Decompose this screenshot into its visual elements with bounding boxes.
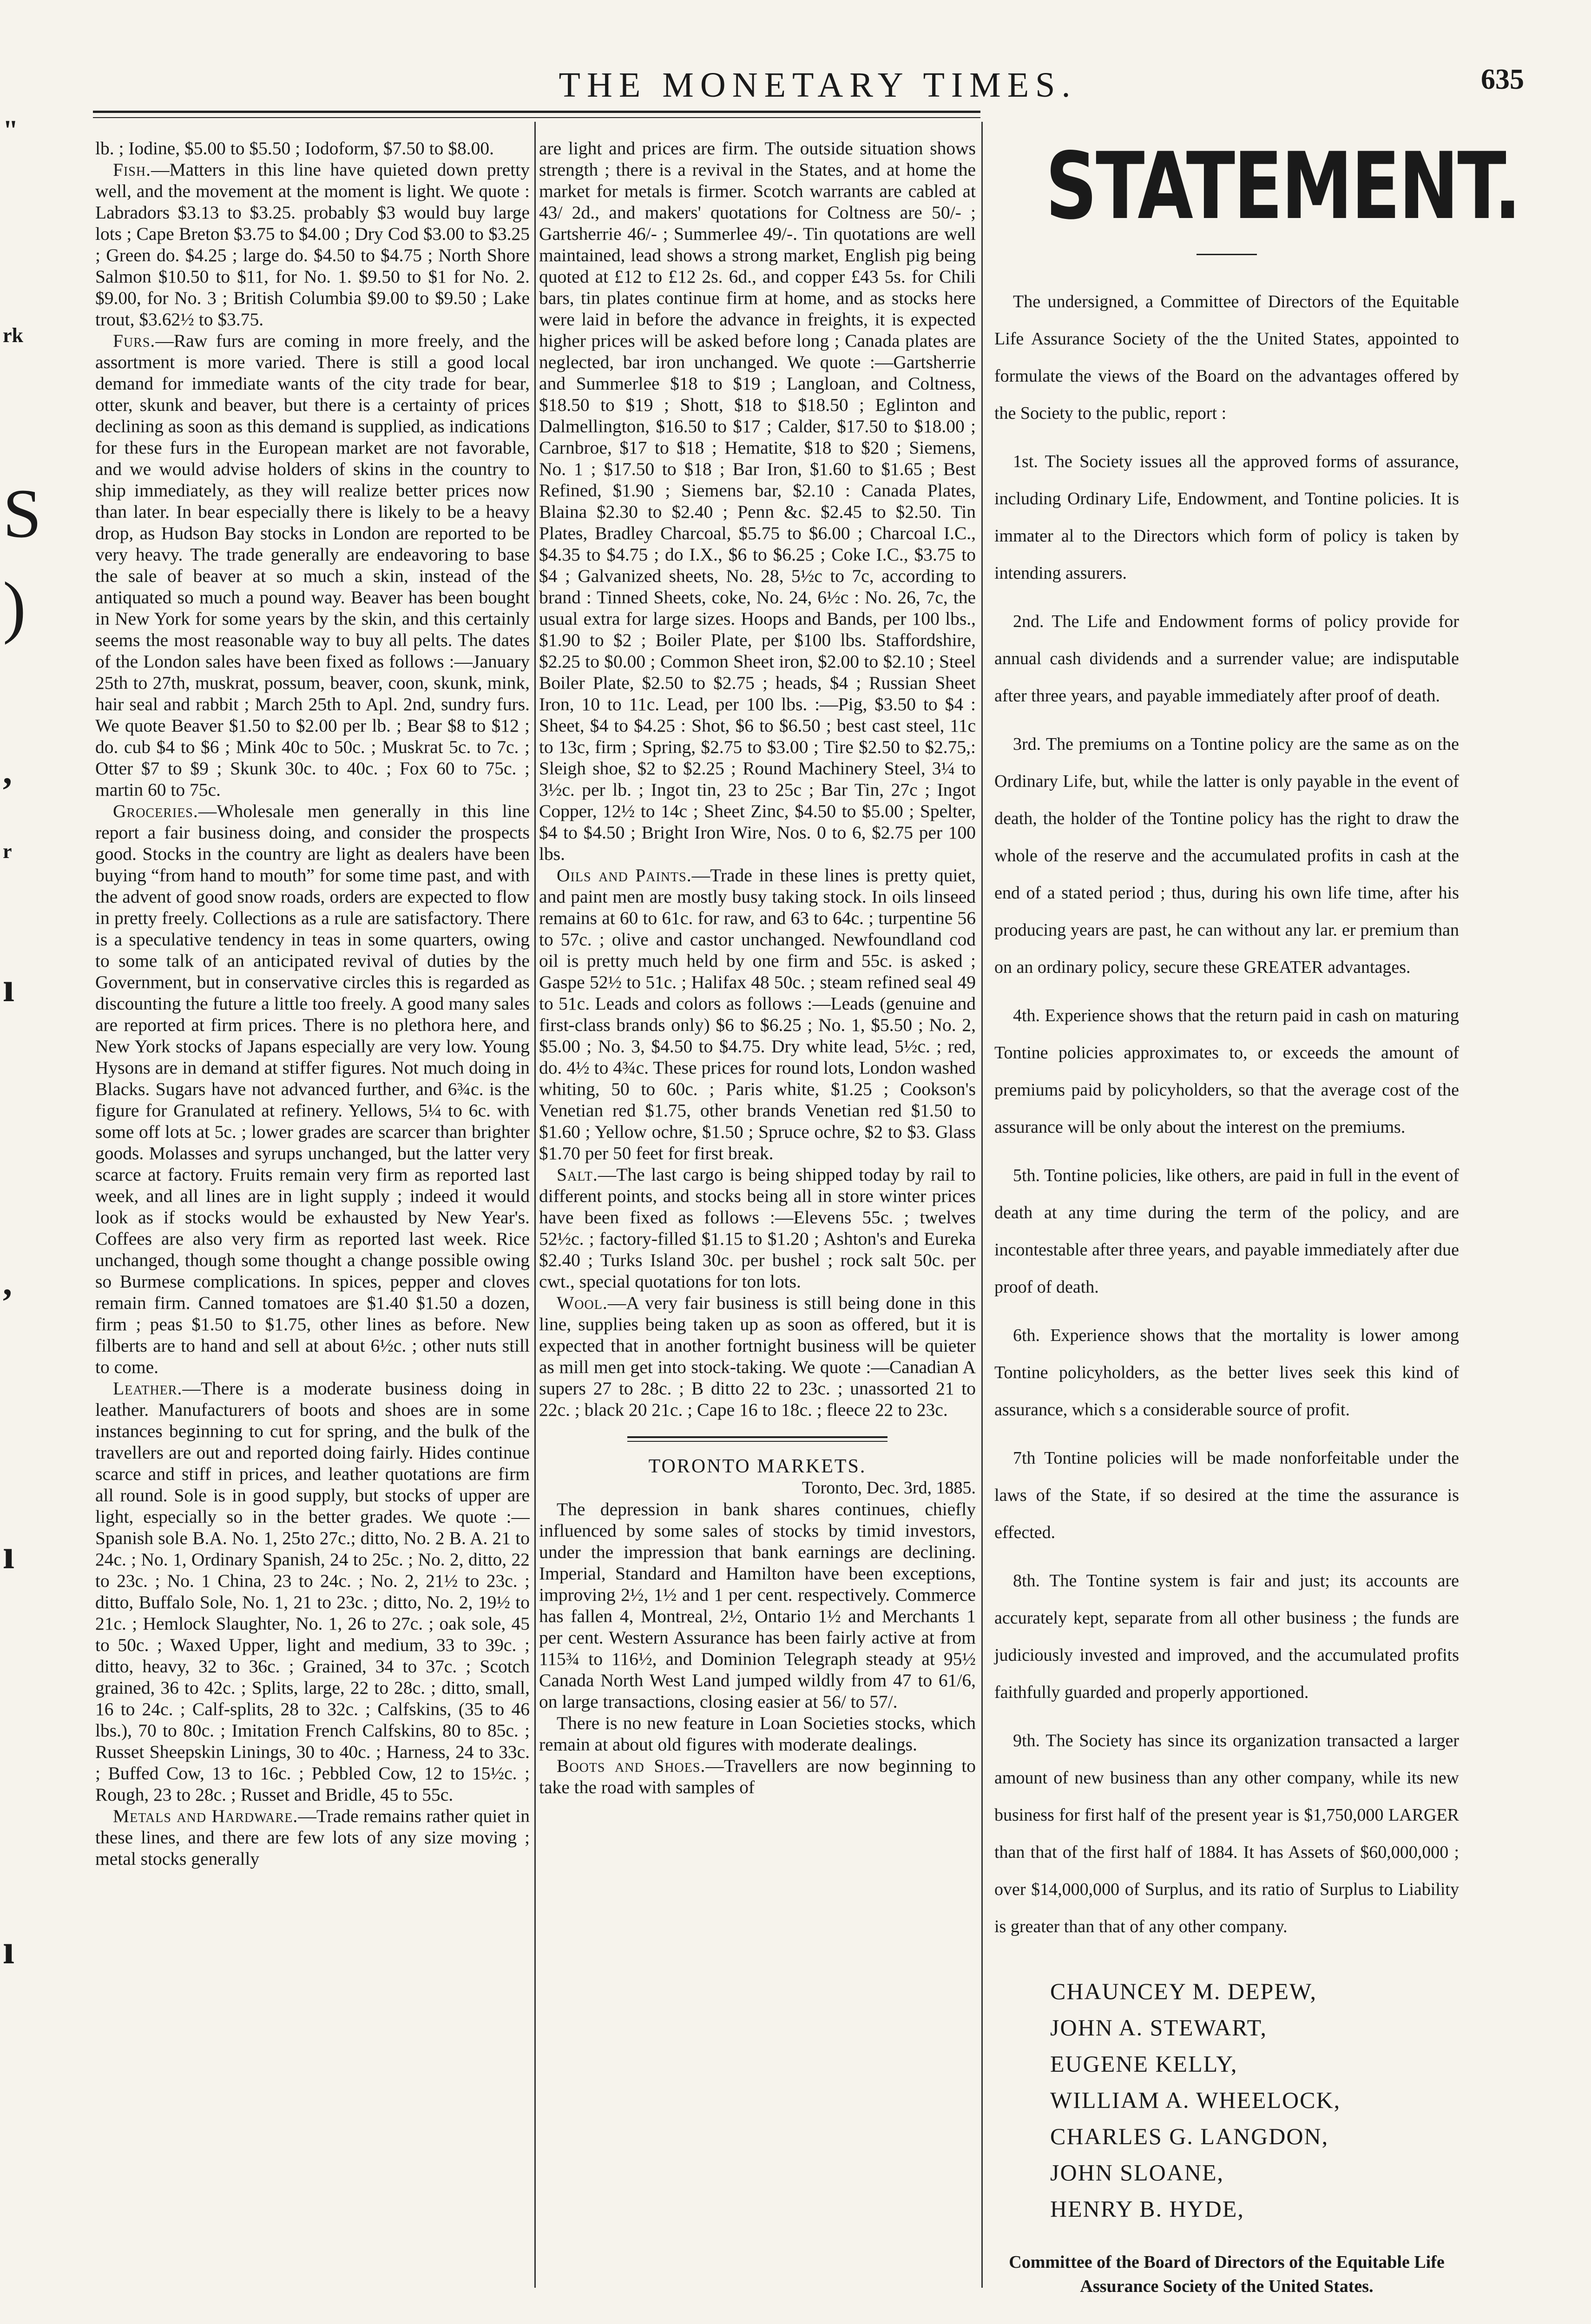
committee-member: EUGENE KELLY, [1050, 2051, 1238, 2077]
article-column-1 [95, 138, 530, 2220]
column-divider [534, 122, 536, 2288]
section-head: Furs. [113, 330, 156, 351]
article-column-2 [539, 138, 976, 2220]
statement-item: 2nd. The Life and Endowment forms of policy provide for annual cash dividends and a surrender value; are indisputable after three years, and payable immediately after proof of death. [994, 612, 1459, 706]
paragraph: Salt.—The last cargo is being shipped today by rail to different points, and stocks being all in store winter prices have been fixed as follows :—Elevens 55c. ; twelves 52½c. ; factory-filled $1.15 to $1.20 ; Ashton's and Eureka $2.40 ; Turks Island 30c. per bushel ; rock salt 50c. per cwt., special quotations for ton lots. [539, 1164, 976, 1292]
statement-item: 3rd. The premiums on a Tontine policy are the same as on the Ordinary Life, but, while the latter is only payable in the event of death, the holder of the Tontine policy has the right to draw the whole of the reserve and the accumulated profits in cash at the end of a stated period ; thus, during his own life time, after his producing years are past, he can without any lar. er premium than on an ordinary policy, secure these GREATER advantages. [994, 734, 1459, 977]
statement-item: 7th Tontine policies will be made nonforfeitable under the laws of the State, if so desired at the time the assurance is effected. [994, 1448, 1459, 1542]
header-rule [93, 111, 980, 113]
paragraph: Groceries.—Wholesale men generally in this line report a fair business doing, and consider the prospects good. Stocks in the country are light as dealers have been buying “from hand to mouth” for some time past, and with the advent of good snow roads, orders are expected to flow in pretty freely. Collections as a rule are satisfactory. There is a speculative tendency in teas in some quarters, owing to some talk of an anticipated revival of duties by the Government, but in conservative circles this is regarded as discounting the future a little too freely. A good many sales are reported at firm prices. There is no plethora here, and New York stocks of Japans especially are very low. Young Hysons are in demand at stiffer figures. Not much doing in Blacks. Sugars have not advanced further, and 6¾c. is the figure for Granulated at refinery. Yellows, 5¼ to 6c. with some off lots at 5c. ; lower grades are scarcer than brighter goods. Molasses and syrups unchanged, but the latter very scarce at factory. Fruits remain very firm as reported last week, and all lines are in light supply ; indeed it would look as if stocks would be exhausted by New Year's. Coffees are also very firm as reported last week. Rice unchanged, though some thought a change possible owing so Burmese complications. In spices, pepper and cloves remain firm. Canned tomatoes are $1.40 $1.50 a dozen, firm ; peas $1.50 to $1.75, other lines as before. New filberts are to hand and sell at about 6½c. ; other nuts still to come. [95, 801, 530, 1377]
edge-mark: , [3, 1262, 12, 1303]
edge-mark: ı [3, 1927, 15, 1973]
headline-rule [1197, 254, 1257, 255]
paragraph: There is no new feature in Loan Societies stocks, which remain at about old figures with moderate dealings. [539, 1713, 976, 1755]
edge-mark: ı [3, 964, 15, 1010]
committee-member: HENRY B. HYDE, [1050, 2196, 1244, 2222]
edge-mark: S [3, 475, 42, 552]
paragraph: The depression in bank shares continues, chiefly influenced by some sales of stocks by timid investors, under the impression that bank earnings are declining. Imperial, Standard and Hamilton have been exceptions, improving 2½, 1½ and 1 per cent. respectively. Commerce has fallen 4, Montreal, 2½, Ontario 1½ and Merchants 1 per cent. Western Assurance has been fairly active at from 115¾ to 116½, and Dominion Telegraph steady at 95½ Canada North West Land jumped wildly from 47 to 61/6, on large transactions, closing easier at 56/ to 57/. [539, 1499, 976, 1712]
section-head: Boots and Shoes. [557, 1756, 706, 1776]
paragraph: Boots and Shoes.—Travellers are now beginning to take the road with samples of [539, 1756, 976, 1797]
edge-mark: " [3, 115, 19, 145]
statement-headline: STATEMENT. [1045, 132, 1520, 240]
section-title: TORONTO MARKETS. [648, 1456, 867, 1477]
edge-mark: ) [3, 568, 26, 645]
committee-footer: Committee of the Board of Directors of the Equitable Life Assurance Society of the United States. [1009, 2252, 1445, 2296]
section-head: Fish. [113, 159, 151, 180]
page-number: 635 [1481, 64, 1524, 95]
statement-item: 6th. Experience shows that the mortality is lower among Tontine policyholders, as the better lives seek this kind of assurance, which s a considerable source of profit. [994, 1326, 1459, 1419]
edge-mark: r [3, 840, 12, 863]
section-divider [627, 1436, 888, 1442]
header-rule-thin [93, 117, 980, 118]
committee-member: CHARLES G. LANGDON, [1050, 2123, 1329, 2149]
statement-item: 1st. The Society issues all the approved forms of assurance, including Ordinary Life, Endowment, and Tontine policies. It is immater al to the Directors which form of policy is taken by intending assurers. [994, 452, 1459, 583]
paragraph: are light and prices are firm. The outside situation shows strength ; there is a revival in the States, and at home the market for metals is firmer. Scotch warrants are cabled at 43/ 2d., and makers' quotations for Coltness are 50/- ; Gartsherrie 46/- ; Summerlee 49/-. Tin quotations are well maintained, lead shows a strong market, English pig being quoted at £12 to £12 2s. 6d., and copper £43 5s. for Chili bars, tin plates continue firm at home, and as stocks here were laid in before the advance in freights, it is expected higher prices will be asked before long ; Canada plates are neglected, bar iron unchanged. We quote :—Gartsherrie and Summerlee $18 to $19 ; Langloan, and Coltness, $18.50 to $19 ; Shott, $18 to $18.50 ; Eglinton and Dalmellington, $16.50 to $17 ; Calder, $17.50 to $18.00 ; Carnbroe, $17 to $18 ; Hematite, $18 to $20 ; Siemens, No. 1 ; $17.50 to $18 ; Bar Iron, $1.60 to $1.65 ; Best Refined, $1.90 ; Siemens bar, $2.10 : Canada Plates, Blaina $2.30 to $2.40 ; Penn &c. $2.45 to $2.50. Tin Plates, Bradley Charcoal, $5.75 to $6.00 ; Charcoal I.C., $4.35 to $4.75 ; do I.X., $6 to $6.25 ; Coke I.C., $3.75 to $4 ; Galvanized sheets, No. 28, 5½c to 7c, according to brand : Tinned Sheets, coke, No. 24, 6½c : No. 26, 7c, the usual extra for large sizes. Hoops and Bands, per 100 lbs., $1.90 to $2 ; Boiler Plate, per $100 lbs. Staffordshire, $2.25 to $0.00 ; Common Sheet iron, $2.00 to $2.10 ; Steel Boiler Plate, $2.50 to $2.75 ; heads, $4 ; Russian Sheet Iron, 10 to 11c. Lead, per 100 lbs. :—Pig, $3.50 to $4 : Sheet, $4 to $4.25 : Shot, $6 to $6.50 ; best cast steel, 11c to 13c, firm ; Spring, $2.75 to $3.00 ; Tire $2.50 to $2.75,: Sleigh shoe, $2 to $2.25 ; Round Machinery Steel, 3¼ to 3½c. per lb. ; Ingot tin, 23 to 25c ; Bar Tin, 27c ; Ingot Copper, 12½ to 14c ; Sheet Zinc, $4.50 to $5.00 ; Spelter, $4 to $4.50 ; Bright Iron Wire, Nos. 0 to 6, $2.75 per 100 lbs. [539, 138, 976, 864]
committee-member: WILLIAM A. WHEELOCK, [1050, 2087, 1341, 2113]
statement-item: 9th. The Society has since its organization transacted a larger amount of new business than any other company, while its new business for first half of the present year is $1,750,000 LARGER than that of the first half of 1884. It has Assets of $60,000,000 ; over $14,000,000 of Surplus, and its ratio of Surplus to Liability is greater than that of any other company. [994, 1731, 1459, 1936]
section-head: Oils and Paints. [557, 865, 692, 885]
statement-intro: The undersigned, a Committee of Directors of the Equitable Life Assurance Society of the the United States, appointed to formulate the views of the Board on the advantages offered by the Society to the public, report : [994, 292, 1459, 423]
paragraph: Oils and Paints.—Trade in these lines is pretty quiet, and paint men are mostly busy taking stock. In oils linseed remains at 60 to 61c. for raw, and 63 to 64c. ; turpentine 56 to 57c. ; olive and castor unchanged. Newfoundland cod oil is pretty much held by one firm and 55c. is asked ; Gaspe 52½ to 51c. ; Halifax 48 50c. ; steam refined seal 49 to 51c. Leads and colors as follows :—Leads (genuine and first-class brands only) $6 to $6.25 ; No. 1, $5.50 ; No. 2, $5.00 ; No. 3, $4.50 to $4.75. Dry white lead, 5½c. ; red, do. 4½ to 4¾c. These prices for round lots, London washed whiting, 50 to 60c. ; Paris white, $1.25 ; Cookson's Venetian red $1.75, other brands Venetian red $1.50 to $1.60 ; Yellow ochre, $1.50 ; Spruce ochre, $2 to $3. Glass $1.70 per 50 feet for first break. [539, 865, 976, 1163]
section-head: Metals and Hardware. [113, 1806, 298, 1826]
section-head: Leather. [113, 1378, 183, 1399]
section-head: Salt. [557, 1164, 598, 1185]
paragraph: lb. ; Iodine, $5.00 to $5.50 ; Iodoform, $7.50 to $8.00. [95, 138, 494, 158]
section-head: Wool. [557, 1293, 608, 1313]
column-divider [981, 122, 983, 2288]
committee-member: CHAUNCEY M. DEPEW, [1050, 1978, 1317, 2004]
paragraph: Leather.—There is a moderate business doing in leather. Manufacturers of boots and shoes are in some instances beginning to cut for spring, and the bulk of the travellers are out and reported doing fairly. Hides continue scarce and stiff in prices, and leather quotations are firm all round. Sole is in good supply, but stocks of upper are light, especially so in the better grades. We quote :—Spanish sole B.A. No. 1, 25to 27c.; ditto, No. 2 B. A. 21 to 24c. ; No. 1, Ordinary Spanish, 24 to 25c. ; No. 2, ditto, 22 to 23c. ; No. 1 China, 23 to 24c. ; No. 2, 21½ to 23c. ; ditto, Buffalo Sole, No. 1, 21 to 23c. ; ditto, No. 2, 19½ to 21c. ; Hemlock Slaughter, No. 1, 26 to 27c. ; oak sole, 45 to 50c. ; Waxed Upper, light and medium, 33 to 39c. ; ditto, heavy, 32 to 36c. ; Grained, 34 to 37c. ; Scotch grained, 36 to 42c. ; Splits, large, 22 to 28c. ; ditto, small, 16 to 24c. ; Calf-splits, 28 to 32c. ; Calfskins, (35 to 46 lbs.), 70 to 80c. ; Imitation French Calfskins, 80 to 85c. ; Russet Sheepskin Linings, 30 to 40c. ; Harness, 24 to 33c. ; Buffed Cow, 13 to 16c. ; Pebbled Cow, 12 to 15½c. ; Rough, 23 to 28c. ; Russet and Bridle, 45 to 55c. [95, 1378, 530, 1805]
statement-advertisement [994, 132, 1520, 2296]
statement-item: 4th. Experience shows that the return paid in cash on maturing Tontine policies approximates to, or exceeds the amount of premiums paid by policyholders, so that the average cost of the assurance will be only about the interest on the premiums. [994, 1006, 1459, 1137]
edge-mark: ı [3, 1532, 15, 1578]
statement-item: 5th. Tontine policies, like others, are paid in full in the event of death at any time during the term of the policy, and are incontestable after three years, and payable immediately after due proof of death. [994, 1166, 1459, 1297]
paragraph: Fish.—Matters in this line have quieted down pretty well, and the movement at the moment is light. We quote : Labradors $3.13 to $3.25. probably $3 would buy large lots ; Cape Breton $3.75 to $4.00 ; Dry Cod $3.00 to $3.25 ; Green do. $4.25 ; large do. $4.50 to $4.75 ; North Shore Salmon $10.50 to $11, for No. 1. $9.50 to $1 for No. 2. $9.00, for No. 3 ; British Columbia $9.00 to $9.50 ; Lake trout, $3.62½ to $3.75. [95, 159, 530, 330]
section-head: Groceries. [113, 801, 198, 821]
edge-mark: rk [3, 324, 23, 347]
statement-item: 8th. The Tontine system is fair and just; its accounts are accurately kept, separate from all other business ; the funds are judiciously invested and improved, and the accumulated profits faithfully guarded and properly apportioned. [994, 1571, 1459, 1702]
committee-member: JOHN A. STEWART, [1050, 2014, 1267, 2040]
committee-member: JOHN SLOANE, [1050, 2159, 1224, 2185]
dateline: Toronto, Dec. 3rd, 1885. [802, 1478, 976, 1498]
edge-mark: , [3, 751, 12, 792]
newspaper-title: THE MONETARY TIMES. [559, 66, 1077, 105]
paragraph: Metals and Hardware.—Trade remains rather quiet in these lines, and there are few lots of any size moving ; metal stocks generally [95, 1806, 530, 1869]
page-header [93, 56, 1543, 107]
page-edge-marks [0, 0, 42, 2324]
paragraph: Furs.—Raw furs are coming in more freely, and the assortment is more varied. There is still a good local demand for immediate wants of the city trade for bear, otter, skunk and beaver, but there is a certainty of prices declining as soon as this demand is supplied, as indications for these furs in the European market are not favorable, and we would advise holders of skins in the country to ship immediately, as they will realize better prices now than later. In bear especially there is likely to be a heavy drop, as Hudson Bay stocks in London are reported to be very heavy. The trade generally are endeavoring to base the sale of beaver at so much a skin, instead of the antiquated so much a pound way. Beaver has been bought in New York for some years by the skin, and this certainly seems the most reasonable way to buy all pelts. The dates of the London sales have been fixed as follows :—January 25th to 27th, muskrat, possum, beaver, coon, skunk, mink, hair seal and rabbit ; March 25th to Apl. 2nd, sundry furs. We quote Beaver $1.50 to $2.00 per lb. ; Bear $8 to $12 ; do. cub $4 to $6 ; Mink 40c to 50c. ; Muskrat 5c. to 7c. ; Otter $7 to $9 ; Skunk 30c. to 40c. ; Fox 60 to 75c. ; martin 60 to 75c. [95, 330, 530, 800]
committee-names [1050, 1973, 1459, 2227]
paragraph: Wool.—A very fair business is still being done in this line, supplies being taken up as soon as offered, but it is expected that in another fortnight business will be quieter as mill men get into stock-taking. We quote :—Canadian A supers 27 to 28c. ; B ditto 22 to 23c. ; unassorted 21 to 22c. ; black 20 21c. ; Cape 16 to 18c. ; fleece 22 to 23c. [539, 1293, 976, 1420]
